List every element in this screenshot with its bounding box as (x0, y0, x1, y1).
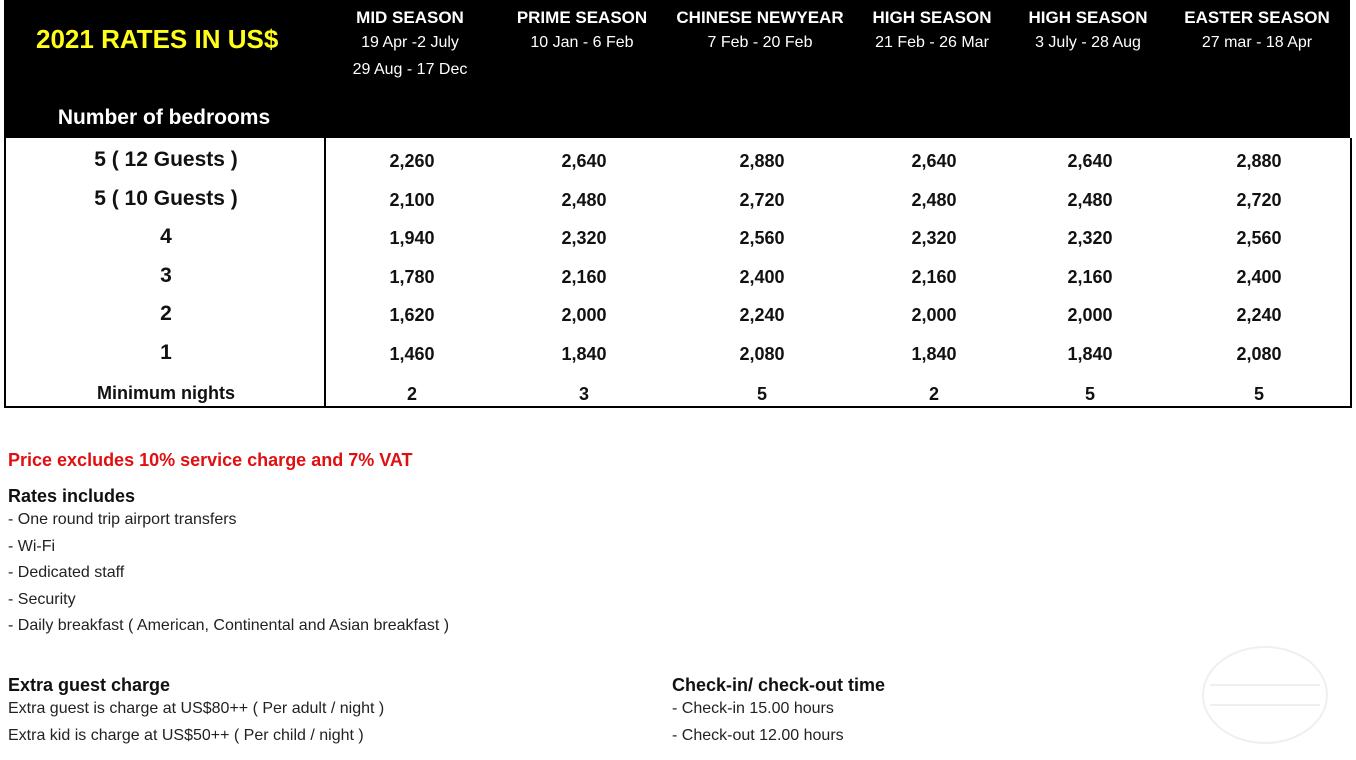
rate-cell: 2,880 (1236, 151, 1282, 171)
page-title: 2021 RATES IN US$ (36, 24, 279, 54)
row-label: 5 ( 10 Guests ) (94, 187, 238, 210)
rate-cell: 1,840 (561, 344, 607, 364)
season-range: 21 Feb - 26 Mar (875, 34, 989, 51)
season-header-easter (1174, 7, 1340, 56)
season-range: 10 Jan - 6 Feb (530, 34, 634, 51)
min-nights-cell: 3 (578, 384, 589, 404)
rate-cell: 2,400 (739, 267, 785, 287)
rate-cell: 1,460 (389, 344, 435, 364)
rate-cell: 2,560 (1236, 228, 1282, 248)
rate-cell: 2,320 (561, 228, 607, 248)
table-row (6, 180, 1350, 218)
row-label: 1 (160, 341, 172, 364)
checkin-section (672, 675, 885, 749)
rate-cell: 2,160 (561, 267, 607, 287)
season-header-cny (670, 7, 850, 56)
rate-cell: 2,000 (911, 305, 957, 325)
min-nights-cell: 5 (756, 384, 767, 404)
rate-cell: 1,840 (911, 344, 957, 364)
list-item: Extra kid is charge at US$50++ ( Per child / night ) (8, 726, 364, 744)
season-header-mid (330, 7, 490, 83)
rate-cell: 1,620 (389, 305, 435, 325)
extra-guest-section (8, 675, 384, 749)
table-row-min-nights (6, 374, 1350, 412)
table-header (4, 0, 1350, 138)
rate-cell: 2,240 (1236, 305, 1282, 325)
rate-cell: 2,320 (911, 228, 957, 248)
includes-title: Rates includes (8, 486, 136, 506)
rate-cell: 2,720 (1236, 190, 1282, 210)
rate-cell: 2,100 (389, 190, 435, 210)
table-row (6, 295, 1350, 333)
min-nights-cell: 2 (928, 384, 939, 404)
rate-cell: 2,080 (739, 344, 785, 364)
min-nights-cell: 5 (1253, 384, 1264, 404)
min-nights-cell: 5 (1084, 384, 1095, 404)
rate-cell: 2,880 (739, 151, 785, 171)
row-label: 4 (160, 225, 172, 248)
row-label: Minimum nights (97, 383, 235, 403)
season-name: HIGH SEASON (1028, 8, 1148, 27)
row-label: 3 (160, 264, 172, 287)
rate-cell: 2,000 (561, 305, 607, 325)
season-range: 19 Apr -2 July (361, 34, 459, 51)
checkin-title: Check-in/ check-out time (672, 675, 886, 695)
rate-cell: 2,260 (389, 151, 435, 171)
season-name: HIGH SEASON (872, 8, 992, 27)
min-nights-cell: 2 (406, 384, 417, 404)
list-item: - Check-in 15.00 hours (672, 700, 834, 717)
list-item: - One round trip airport transfers (8, 511, 237, 528)
rate-cell: 2,160 (911, 267, 957, 287)
season-range: 3 July - 28 Aug (1035, 34, 1141, 51)
list-item: - Dedicated staff (8, 564, 125, 581)
season-header-high-1 (852, 7, 1012, 56)
season-name: CHINESE NEWYEAR (676, 8, 844, 27)
season-name: MID SEASON (356, 8, 464, 27)
rate-cell: 1,780 (389, 267, 435, 287)
season-header-high-2 (1008, 7, 1168, 56)
table-body (4, 138, 1352, 408)
rate-cell: 1,840 (1067, 344, 1113, 364)
rate-cell: 2,640 (561, 151, 607, 171)
includes-section (8, 486, 449, 640)
rate-cell: 2,240 (739, 305, 785, 325)
rate-cell: 2,000 (1067, 305, 1113, 325)
season-range: 7 Feb - 20 Feb (707, 34, 813, 51)
season-name: EASTER SEASON (1184, 8, 1330, 27)
list-item: - Wi-Fi (8, 537, 56, 555)
rates-table (4, 0, 1350, 408)
season-range: 29 Aug - 17 Dec (352, 61, 468, 78)
season-range: 27 mar - 18 Apr (1201, 34, 1313, 51)
list-item: - Security (8, 590, 76, 608)
rate-cell: 2,160 (1067, 267, 1113, 287)
watermark-logo-icon (1190, 640, 1340, 750)
rate-cell: 2,640 (911, 151, 957, 171)
rate-cell: 2,480 (561, 190, 607, 210)
table-row (6, 257, 1350, 295)
rate-cell: 2,480 (1067, 190, 1113, 210)
rate-cell: 1,940 (389, 228, 435, 248)
table-row (6, 218, 1350, 256)
table-row (6, 141, 1350, 179)
rate-cell: 2,560 (739, 228, 785, 248)
table-row (6, 334, 1350, 372)
row-label: 2 (160, 302, 172, 325)
price-note: Price excludes 10% service charge and 7% VAT (8, 450, 413, 470)
rate-cell: 2,080 (1236, 344, 1282, 364)
rate-cell: 2,480 (911, 190, 957, 210)
row-label: 5 ( 12 Guests ) (94, 148, 238, 171)
rate-cell: 2,400 (1236, 267, 1282, 287)
list-item: - Check-out 12.00 hours (672, 726, 844, 744)
rate-cell: 2,720 (739, 190, 785, 210)
list-item: - Daily breakfast ( American, Continental and Asian breakfast ) (8, 617, 450, 634)
extra-guest-title: Extra guest charge (8, 675, 171, 695)
rate-cell: 2,320 (1067, 228, 1113, 248)
rate-cell: 2,640 (1067, 151, 1113, 171)
season-header-prime (502, 7, 662, 56)
season-name: PRIME SEASON (516, 8, 648, 27)
bedrooms-header: Number of bedrooms (57, 106, 271, 129)
list-item: Extra guest is charge at US$80++ ( Per adult / night ) (8, 700, 385, 717)
